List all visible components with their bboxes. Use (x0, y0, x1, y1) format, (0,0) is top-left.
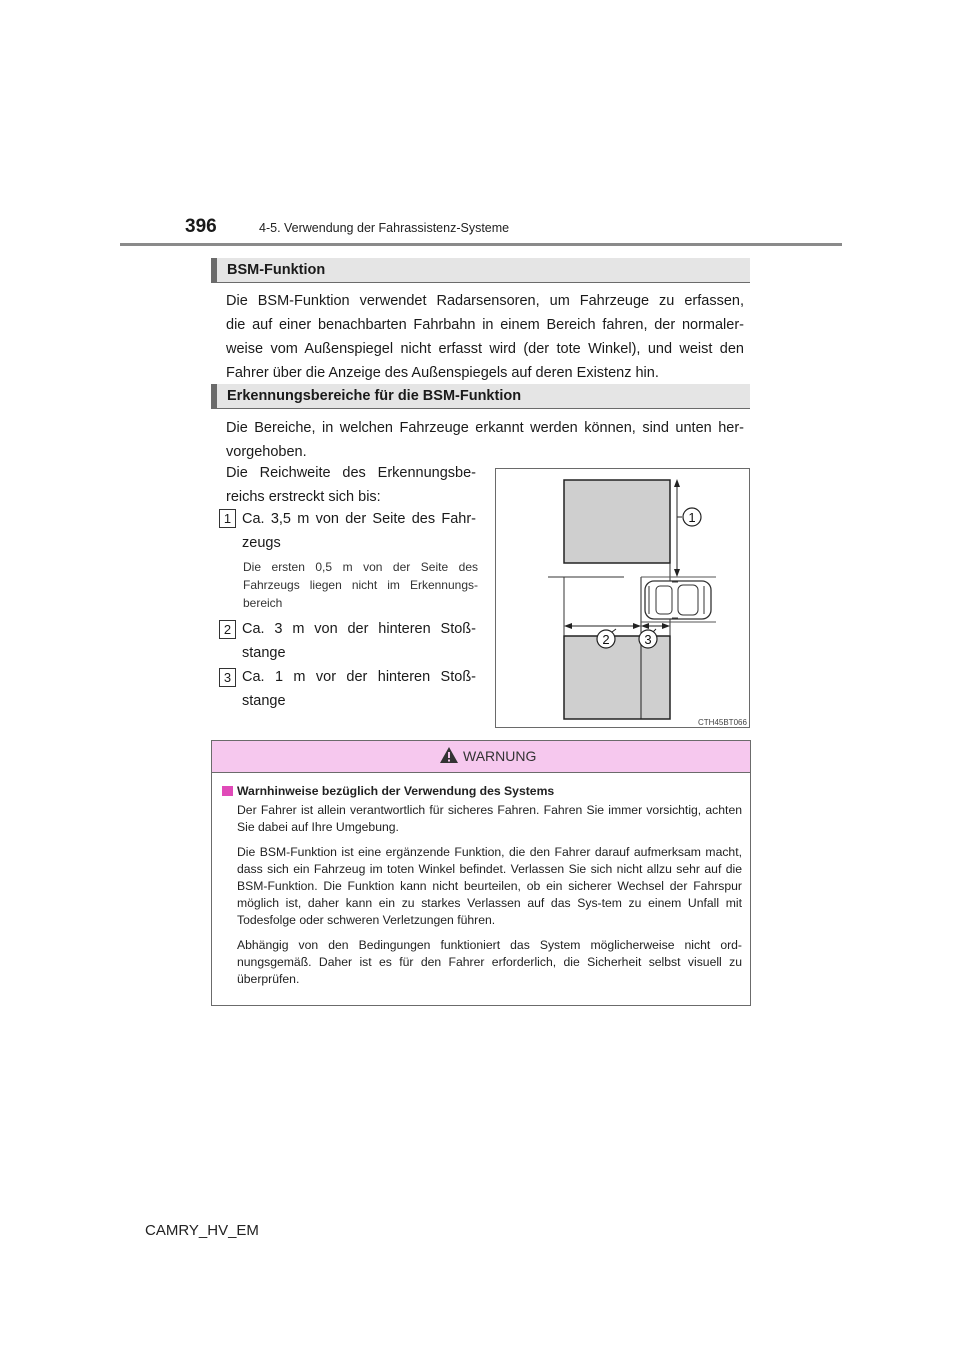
item-number-1: 1 (219, 509, 236, 528)
bsm-description-line-2: die auf einer benachbarten Fahrbahn in einem Bereich fahren, der normaler- (226, 317, 744, 333)
warning-paragraph-3: Abhängig von den Bedingungen funktioniert das System möglicherweise nicht ord-nungsgemäß. Daher ist es für den Fahrer erforderlich, die Sicherheit selbst visuell zu überprüfen. (237, 938, 742, 986)
detection-range-line-1: Die Reichweite des Erkennungsbe- (226, 465, 476, 481)
item-3-line-2: stange (242, 693, 286, 709)
callout-label-2: 2 (602, 632, 610, 647)
warning-header (212, 741, 750, 773)
dimension-arrow-2 (564, 623, 641, 629)
warning-subheading: Warnhinweise bezüglich der Verwendung des Systems (237, 784, 555, 798)
section-heading-detection: Erkennungsbereiche für die BSM-Funktion (211, 384, 750, 409)
figure-code: CTH45BT066 (698, 718, 747, 727)
lateral-detection-zone (564, 480, 670, 563)
item-2-line-1: Ca. 3 m von der hinteren Stoß- (242, 621, 476, 637)
vehicle-top-view (645, 581, 711, 619)
bsm-description (226, 289, 744, 385)
item-1-line-2: zeugs (242, 535, 281, 551)
detection-intro-line-2: vorgehoben. (226, 444, 307, 460)
bsm-description-line-4: Fahrer über die Anzeige des Außenspiegels auf deren Existenz hin. (226, 365, 659, 381)
detection-range-intro (226, 461, 476, 509)
item-1-note-line-3: bereich (243, 596, 283, 610)
chapter-title: 4-5. Verwendung der Fahrassistenz-Systeme (259, 221, 510, 235)
item-number-2: 2 (219, 620, 236, 639)
warning-bullet-square-icon (222, 786, 233, 796)
detection-range-line-2: reichs erstreckt sich bis: (226, 489, 381, 505)
warning-paragraph-1: Der Fahrer ist allein verantwortlich für sicheres Fahren. Fahren Sie immer vorsichtig, achten Sie dabei auf Ihre Umgebung. (237, 803, 742, 834)
item-1-note-line-1: Die ersten 0,5 m von der Seite des (243, 560, 478, 574)
warning-title: WARNUNG (463, 748, 537, 764)
callout-label-1: 1 (688, 510, 696, 525)
document-code: CAMRY_HV_EM (145, 1222, 259, 1239)
item-1 (242, 507, 476, 555)
item-1-note (243, 558, 478, 612)
item-2-line-2: stange (242, 645, 286, 661)
warning-paragraph-2: Die BSM-Funktion ist eine ergänzende Funktion, die den Fahrer darauf aufmerksam macht, dass sich ein Fahrzeug im toten Winkel befindet. Verlassen Sie sich nicht allzu sehr auf die BSM-Funktion. Die Funktion kann nicht beurteilen, ob ein sicherer Wechsel der Fahrspur möglich ist, daher kann ein zu starkes Verlassen auf das Sys-tem zu einem Unfall mit Todesfolge oder schweren Verletzungen führen. (237, 845, 742, 927)
dimension-arrow-1 (674, 479, 680, 577)
section-heading-bsm: BSM-Funktion (211, 258, 750, 283)
item-3-line-1: Ca. 1 m vor der hinteren Stoß- (242, 669, 476, 685)
detection-intro (226, 416, 744, 464)
bsm-description-line-3: weise vom Außenspiegel nicht erfasst wird (der tote Winkel), und weist den (226, 341, 744, 357)
item-1-line-1: Ca. 3,5 m von der Seite des Fahr- (242, 511, 476, 527)
bsm-description-line-1: Die BSM-Funktion verwendet Radarsensoren, um Fahrzeuge zu erfassen, (226, 293, 744, 309)
item-number-3: 3 (219, 668, 236, 687)
callout-label-3: 3 (644, 632, 652, 647)
detection-area-figure (495, 468, 750, 728)
warning-box (211, 740, 751, 1006)
header-divider (120, 243, 842, 246)
page-number: 396 (185, 216, 217, 237)
rear-detection-zone (564, 636, 670, 719)
dimension-arrow-3 (641, 623, 670, 629)
item-3 (242, 665, 476, 713)
warning-triangle-icon (439, 746, 459, 764)
item-2 (242, 617, 476, 665)
detection-intro-line-1: Die Bereiche, in welchen Fahrzeuge erkannt werden können, sind unten her- (226, 420, 744, 436)
detection-area-diagram (496, 469, 749, 727)
item-1-note-line-2: Fahrzeugs liegen nicht im Erkennungs- (243, 578, 478, 592)
